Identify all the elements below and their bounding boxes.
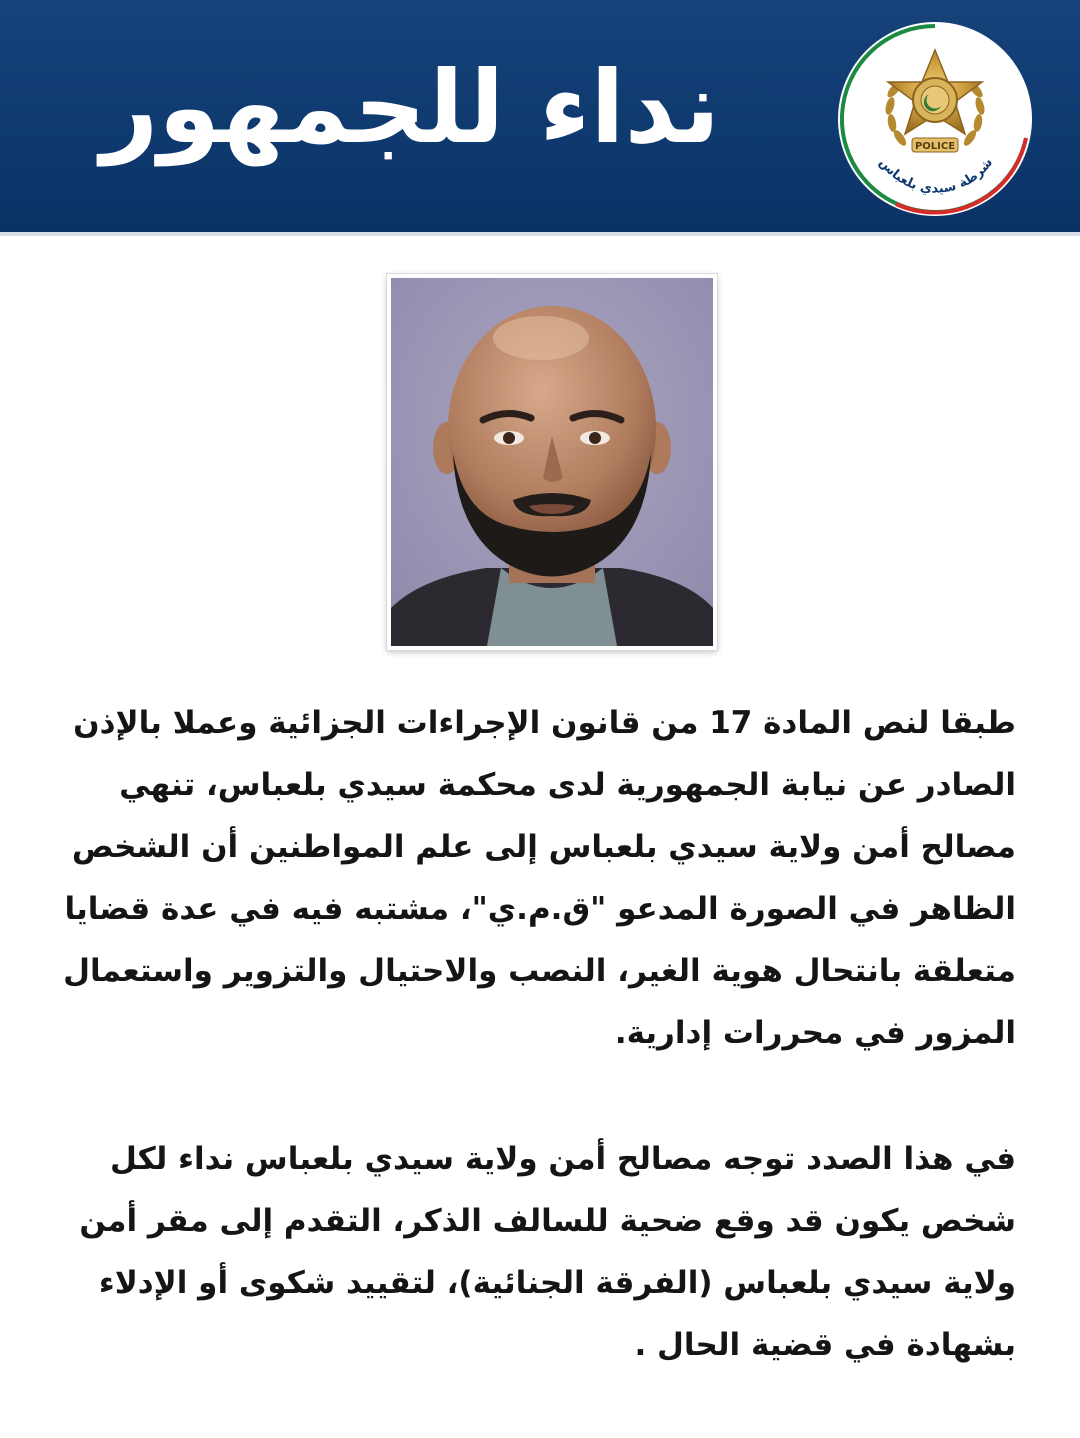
paragraph-line: ولاية سيدي بلعباس (الفرقة الجنائية)، لتقييد شكوى أو الإدلاء — [98, 1265, 1016, 1301]
announcement-paragraph-2 — [56, 1128, 1016, 1376]
paragraph-line: شخص يكون قد وقع ضحية للسالف الذكر، التقدم إلى مقر أمن — [79, 1203, 1016, 1239]
police-badge — [836, 20, 1034, 218]
paragraph-line: الصادر عن نيابة الجمهورية لدى محكمة سيدي بلعباس، تنهي — [119, 767, 1016, 803]
suspect-photo — [391, 278, 713, 646]
svg-text:POLICE: POLICE — [914, 141, 956, 152]
paragraph-line: مصالح أمن ولاية سيدي بلعباس إلى علم المواطنين أن الشخص — [71, 829, 1016, 865]
suspect-photo-frame — [387, 274, 717, 650]
paragraph-line: متعلقة بانتحال هوية الغير، النصب والاحتيال والتزوير واستعمال — [63, 953, 1016, 989]
svg-text:شرطة سيدي بلعباس: شرطة سيدي بلعباس — [875, 155, 997, 197]
paragraph-line: الظاهر في الصورة المدعو "ق.م.ي"، مشتبه فيه في عدة قضايا — [64, 891, 1016, 927]
page-title: نداء للجمهور — [100, 49, 720, 166]
paragraph-line: طبقا لنص المادة 17 من قانون الإجراءات الجزائية وعملا بالإذن — [73, 705, 1016, 741]
police-emblem-icon — [836, 20, 1034, 218]
paragraph-line: في هذا الصدد توجه مصالح أمن ولاية سيدي بلعباس نداء لكل — [109, 1141, 1016, 1177]
paragraph-line: المزور في محررات إدارية. — [614, 1015, 1016, 1051]
paragraph-line: بشهادة في قضية الحال . — [634, 1327, 1016, 1363]
announcement-paragraph-1 — [56, 692, 1016, 1064]
header-divider — [0, 232, 1080, 236]
